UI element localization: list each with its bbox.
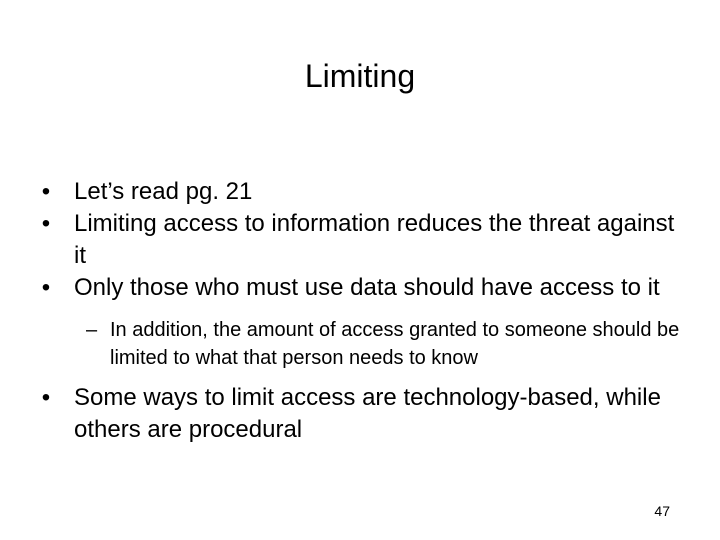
slide-title-text: Limiting xyxy=(304,58,416,94)
spacer xyxy=(0,304,720,316)
slide-title xyxy=(0,56,720,96)
bullet-text: Only those who must use data should have access to it xyxy=(74,274,660,301)
bullet-marker: • xyxy=(41,384,51,411)
bullet-item xyxy=(0,272,720,304)
bullet-marker: • xyxy=(41,178,51,205)
bullet-marker: • xyxy=(41,274,51,301)
sub-bullet-marker: – xyxy=(86,319,98,341)
bullet-text: Limiting access to information reduces the threat against it xyxy=(74,210,675,269)
bullet-text: Some ways to limit access are technology-based, while others are procedural xyxy=(74,384,661,443)
page-number: 47 xyxy=(654,503,670,519)
sub-bullet-item xyxy=(0,316,720,372)
sub-bullet-list xyxy=(0,316,720,372)
sub-bullet-text: In addition, the amount of access granted to someone should be limited to what that person needs to know xyxy=(110,319,680,369)
spacer xyxy=(0,372,720,382)
bullet-list xyxy=(0,176,720,446)
bullet-item xyxy=(0,176,720,208)
bullet-item xyxy=(0,208,720,272)
bullet-marker: • xyxy=(41,210,51,237)
bullet-item xyxy=(0,382,720,446)
sub-bullet-group xyxy=(0,316,720,372)
bullet-text: Let’s read pg. 21 xyxy=(74,178,253,205)
